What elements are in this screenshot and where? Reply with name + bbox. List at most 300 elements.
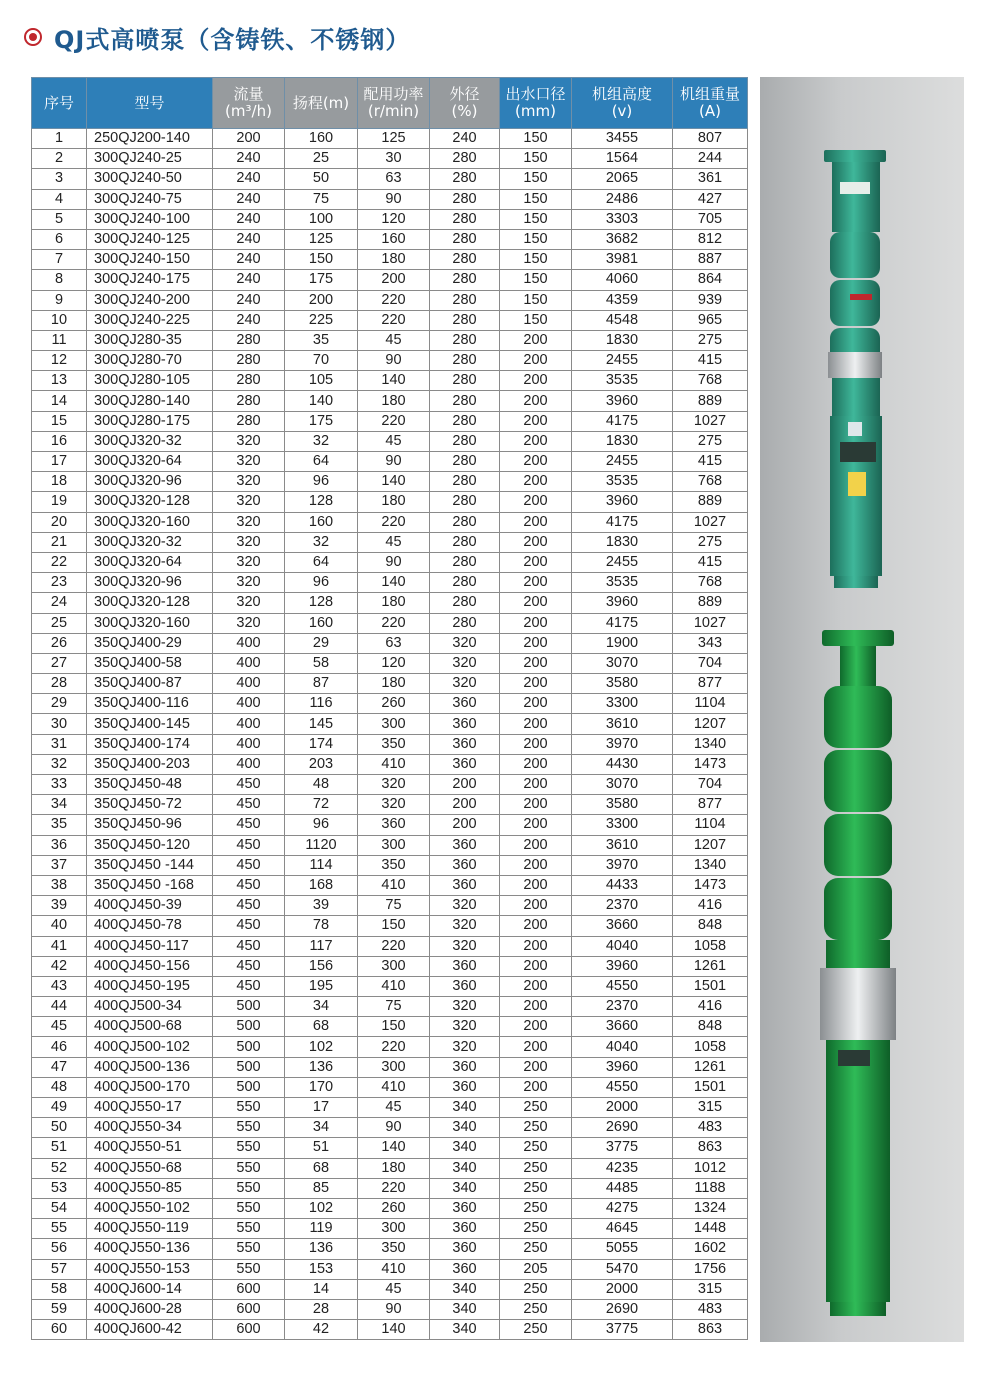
table-cell: 3960 bbox=[572, 593, 673, 613]
table-cell: 280 bbox=[430, 290, 500, 310]
table-cell: 2455 bbox=[572, 552, 673, 572]
table-cell: 150 bbox=[500, 310, 572, 330]
table-cell: 180 bbox=[358, 250, 430, 270]
table-cell: 4175 bbox=[572, 512, 673, 532]
table-cell: 39 bbox=[32, 896, 87, 916]
table-cell: 54 bbox=[32, 1198, 87, 1218]
table-cell: 704 bbox=[673, 775, 748, 795]
table-cell: 400QJ500-68 bbox=[87, 1017, 213, 1037]
table-cell: 400QJ450-195 bbox=[87, 976, 213, 996]
table-row bbox=[32, 270, 748, 290]
table-cell: 1188 bbox=[673, 1178, 748, 1198]
table-cell: 550 bbox=[213, 1259, 285, 1279]
table-row bbox=[32, 209, 748, 229]
table-cell: 250 bbox=[500, 1138, 572, 1158]
table-cell: 200 bbox=[500, 633, 572, 653]
table-cell: 19 bbox=[32, 492, 87, 512]
table-row bbox=[32, 472, 748, 492]
table-cell: 5 bbox=[32, 209, 87, 229]
table-cell: 250 bbox=[500, 1178, 572, 1198]
table-row bbox=[32, 330, 748, 350]
table-cell: 450 bbox=[213, 795, 285, 815]
table-cell: 300 bbox=[358, 1057, 430, 1077]
table-cell: 14 bbox=[32, 391, 87, 411]
table-cell: 340 bbox=[430, 1098, 500, 1118]
table-cell: 17 bbox=[285, 1098, 358, 1118]
table-cell: 58 bbox=[32, 1279, 87, 1299]
table-row bbox=[32, 431, 748, 451]
table-cell: 180 bbox=[358, 1158, 430, 1178]
table-cell: 2690 bbox=[572, 1299, 673, 1319]
table-cell: 4548 bbox=[572, 310, 673, 330]
table-cell: 200 bbox=[500, 997, 572, 1017]
table-cell: 415 bbox=[673, 452, 748, 472]
table-cell: 3580 bbox=[572, 795, 673, 815]
table-header-row bbox=[32, 78, 748, 129]
table-cell: 550 bbox=[213, 1158, 285, 1178]
table-cell: 350QJ450-72 bbox=[87, 795, 213, 815]
table-cell: 59 bbox=[32, 1299, 87, 1319]
table-cell: 350QJ400-87 bbox=[87, 674, 213, 694]
table-cell: 400QJ550-68 bbox=[87, 1158, 213, 1178]
table-cell: 7 bbox=[32, 250, 87, 270]
table-row bbox=[32, 351, 748, 371]
table-cell: 280 bbox=[430, 229, 500, 249]
table-cell: 3775 bbox=[572, 1138, 673, 1158]
table-row bbox=[32, 512, 748, 532]
table-cell: 400 bbox=[213, 653, 285, 673]
header-cell: 型号 bbox=[87, 78, 213, 129]
table-cell: 450 bbox=[213, 775, 285, 795]
table-cell: 150 bbox=[358, 1017, 430, 1037]
table-cell: 320 bbox=[213, 452, 285, 472]
table-cell: 200 bbox=[500, 411, 572, 431]
table-cell: 416 bbox=[673, 997, 748, 1017]
table-cell: 51 bbox=[32, 1138, 87, 1158]
table-cell: 360 bbox=[430, 1077, 500, 1097]
table-cell: 350QJ400-29 bbox=[87, 633, 213, 653]
table-cell: 63 bbox=[358, 633, 430, 653]
table-cell: 45 bbox=[358, 532, 430, 552]
table-cell: 53 bbox=[32, 1178, 87, 1198]
table-cell: 3300 bbox=[572, 815, 673, 835]
table-cell: 340 bbox=[430, 1320, 500, 1340]
table-cell: 450 bbox=[213, 896, 285, 916]
table-cell: 4550 bbox=[572, 1077, 673, 1097]
table-cell: 200 bbox=[500, 1077, 572, 1097]
table-row bbox=[32, 997, 748, 1017]
table-row bbox=[32, 149, 748, 169]
table-cell: 140 bbox=[358, 573, 430, 593]
table-cell: 350 bbox=[358, 855, 430, 875]
table-cell: 300QJ320-32 bbox=[87, 532, 213, 552]
table-cell: 400QJ550-51 bbox=[87, 1138, 213, 1158]
table-row bbox=[32, 1138, 748, 1158]
table-cell: 360 bbox=[430, 1057, 500, 1077]
table-cell: 483 bbox=[673, 1299, 748, 1319]
table-cell: 4175 bbox=[572, 613, 673, 633]
table-cell: 4430 bbox=[572, 754, 673, 774]
table-cell: 360 bbox=[358, 815, 430, 835]
table-cell: 340 bbox=[430, 1178, 500, 1198]
table-cell: 280 bbox=[213, 371, 285, 391]
submersible-pump-teal-image bbox=[824, 150, 886, 588]
table-cell: 3610 bbox=[572, 835, 673, 855]
table-cell: 42 bbox=[32, 956, 87, 976]
table-cell: 240 bbox=[213, 250, 285, 270]
table-cell: 400 bbox=[213, 674, 285, 694]
table-cell: 360 bbox=[430, 754, 500, 774]
table-cell: 10 bbox=[32, 310, 87, 330]
table-row bbox=[32, 169, 748, 189]
table-cell: 96 bbox=[285, 472, 358, 492]
table-cell: 11 bbox=[32, 330, 87, 350]
table-cell: 240 bbox=[213, 149, 285, 169]
table-cell: 965 bbox=[673, 310, 748, 330]
table-row bbox=[32, 1098, 748, 1118]
table-cell: 600 bbox=[213, 1299, 285, 1319]
table-cell: 200 bbox=[500, 351, 572, 371]
table-cell: 360 bbox=[430, 1198, 500, 1218]
table-cell: 52 bbox=[32, 1158, 87, 1178]
table-cell: 175 bbox=[285, 270, 358, 290]
table-cell: 4040 bbox=[572, 936, 673, 956]
table-cell: 50 bbox=[285, 169, 358, 189]
table-cell: 250QJ200-140 bbox=[87, 129, 213, 149]
table-cell: 140 bbox=[358, 472, 430, 492]
table-row bbox=[32, 1320, 748, 1340]
table-cell: 4040 bbox=[572, 1037, 673, 1057]
table-cell: 114 bbox=[285, 855, 358, 875]
table-cell: 400QJ550-119 bbox=[87, 1219, 213, 1239]
table-cell: 400 bbox=[213, 694, 285, 714]
header-cell: 配用功率 (r/min) bbox=[358, 78, 430, 129]
table-cell: 27 bbox=[32, 653, 87, 673]
table-cell: 150 bbox=[500, 290, 572, 310]
table-cell: 200 bbox=[430, 815, 500, 835]
table-cell: 1104 bbox=[673, 694, 748, 714]
table-cell: 450 bbox=[213, 855, 285, 875]
table-cell: 400QJ550-102 bbox=[87, 1198, 213, 1218]
table-cell: 200 bbox=[500, 835, 572, 855]
table-cell: 483 bbox=[673, 1118, 748, 1138]
table-cell: 46 bbox=[32, 1037, 87, 1057]
table-cell: 200 bbox=[430, 795, 500, 815]
table-cell: 3303 bbox=[572, 209, 673, 229]
table-cell: 939 bbox=[673, 290, 748, 310]
table-cell: 864 bbox=[673, 270, 748, 290]
table-cell: 1900 bbox=[572, 633, 673, 653]
table-cell: 244 bbox=[673, 149, 748, 169]
table-cell: 340 bbox=[430, 1299, 500, 1319]
table-cell: 51 bbox=[285, 1138, 358, 1158]
table-cell: 200 bbox=[500, 855, 572, 875]
table-cell: 105 bbox=[285, 371, 358, 391]
table-cell: 500 bbox=[213, 1037, 285, 1057]
table-cell: 320 bbox=[213, 512, 285, 532]
table-cell: 1027 bbox=[673, 613, 748, 633]
table-cell: 340 bbox=[430, 1279, 500, 1299]
table-cell: 550 bbox=[213, 1239, 285, 1259]
table-cell: 200 bbox=[500, 674, 572, 694]
table-cell: 17 bbox=[32, 452, 87, 472]
table-cell: 350QJ400-116 bbox=[87, 694, 213, 714]
table-cell: 18 bbox=[32, 472, 87, 492]
table-cell: 1 bbox=[32, 129, 87, 149]
table-row bbox=[32, 1158, 748, 1178]
table-cell: 300QJ240-150 bbox=[87, 250, 213, 270]
table-cell: 260 bbox=[358, 694, 430, 714]
table-cell: 3 bbox=[32, 169, 87, 189]
table-cell: 200 bbox=[500, 815, 572, 835]
table-cell: 5055 bbox=[572, 1239, 673, 1259]
table-cell: 136 bbox=[285, 1239, 358, 1259]
table-cell: 1564 bbox=[572, 149, 673, 169]
table-cell: 400QJ550-34 bbox=[87, 1118, 213, 1138]
table-cell: 16 bbox=[32, 431, 87, 451]
table-cell: 160 bbox=[285, 512, 358, 532]
table-row bbox=[32, 734, 748, 754]
table-cell: 275 bbox=[673, 330, 748, 350]
table-row bbox=[32, 1017, 748, 1037]
table-cell: 45 bbox=[358, 431, 430, 451]
table-row bbox=[32, 391, 748, 411]
table-cell: 3455 bbox=[572, 129, 673, 149]
table-cell: 29 bbox=[32, 694, 87, 714]
table-cell: 400QJ500-102 bbox=[87, 1037, 213, 1057]
submersible-pump-green-image bbox=[820, 630, 896, 1316]
table-cell: 340 bbox=[430, 1158, 500, 1178]
table-cell: 300QJ280-140 bbox=[87, 391, 213, 411]
table-cell: 1340 bbox=[673, 855, 748, 875]
table-cell: 300QJ240-25 bbox=[87, 149, 213, 169]
table-cell: 300QJ280-175 bbox=[87, 411, 213, 431]
table-cell: 200 bbox=[500, 653, 572, 673]
table-cell: 203 bbox=[285, 754, 358, 774]
table-cell: 275 bbox=[673, 431, 748, 451]
table-cell: 180 bbox=[358, 593, 430, 613]
table-cell: 300QJ320-160 bbox=[87, 512, 213, 532]
table-cell: 600 bbox=[213, 1279, 285, 1299]
table-cell: 56 bbox=[32, 1239, 87, 1259]
product-photo-panel bbox=[760, 77, 964, 1342]
table-cell: 2065 bbox=[572, 169, 673, 189]
table-cell: 360 bbox=[430, 714, 500, 734]
table-cell: 550 bbox=[213, 1098, 285, 1118]
table-row bbox=[32, 855, 748, 875]
table-cell: 20 bbox=[32, 512, 87, 532]
table-cell: 1120 bbox=[285, 835, 358, 855]
table-cell: 300 bbox=[358, 956, 430, 976]
table-cell: 35 bbox=[32, 815, 87, 835]
table-cell: 400QJ600-14 bbox=[87, 1279, 213, 1299]
table-cell: 600 bbox=[213, 1320, 285, 1340]
table-cell: 45 bbox=[358, 1098, 430, 1118]
table-cell: 34 bbox=[32, 795, 87, 815]
table-row bbox=[32, 492, 748, 512]
table-cell: 57 bbox=[32, 1259, 87, 1279]
table-cell: 1473 bbox=[673, 875, 748, 895]
table-cell: 889 bbox=[673, 391, 748, 411]
table-cell: 3960 bbox=[572, 956, 673, 976]
table-cell: 500 bbox=[213, 997, 285, 1017]
table-cell: 220 bbox=[358, 1037, 430, 1057]
table-cell: 250 bbox=[500, 1320, 572, 1340]
table-row bbox=[32, 633, 748, 653]
table-row bbox=[32, 552, 748, 572]
table-cell: 175 bbox=[285, 411, 358, 431]
table-cell: 400QJ550-17 bbox=[87, 1098, 213, 1118]
table-row bbox=[32, 1118, 748, 1138]
table-cell: 117 bbox=[285, 936, 358, 956]
table-cell: 1340 bbox=[673, 734, 748, 754]
table-cell: 400QJ500-136 bbox=[87, 1057, 213, 1077]
table-cell: 180 bbox=[358, 674, 430, 694]
table-cell: 44 bbox=[32, 997, 87, 1017]
table-cell: 400QJ600-42 bbox=[87, 1320, 213, 1340]
table-cell: 863 bbox=[673, 1320, 748, 1340]
table-cell: 240 bbox=[430, 129, 500, 149]
table-cell: 450 bbox=[213, 916, 285, 936]
table-cell: 3970 bbox=[572, 734, 673, 754]
table-cell: 200 bbox=[500, 956, 572, 976]
table-cell: 200 bbox=[500, 714, 572, 734]
table-cell: 200 bbox=[500, 532, 572, 552]
table-cell: 360 bbox=[430, 976, 500, 996]
table-cell: 360 bbox=[430, 1219, 500, 1239]
table-cell: 320 bbox=[430, 936, 500, 956]
table-cell: 280 bbox=[430, 391, 500, 411]
table-cell: 350QJ450-120 bbox=[87, 835, 213, 855]
table-cell: 350QJ400-58 bbox=[87, 653, 213, 673]
table-row bbox=[32, 835, 748, 855]
table-cell: 320 bbox=[430, 916, 500, 936]
table-cell: 240 bbox=[213, 290, 285, 310]
table-cell: 200 bbox=[500, 573, 572, 593]
table-cell: 300QJ240-50 bbox=[87, 169, 213, 189]
table-cell: 361 bbox=[673, 169, 748, 189]
table-cell: 400 bbox=[213, 633, 285, 653]
table-cell: 400QJ550-85 bbox=[87, 1178, 213, 1198]
table-cell: 225 bbox=[285, 310, 358, 330]
table-cell: 240 bbox=[213, 189, 285, 209]
table-row bbox=[32, 956, 748, 976]
table-cell: 47 bbox=[32, 1057, 87, 1077]
table-cell: 887 bbox=[673, 250, 748, 270]
table-cell: 360 bbox=[430, 956, 500, 976]
table-cell: 280 bbox=[430, 250, 500, 270]
table-cell: 4359 bbox=[572, 290, 673, 310]
table-cell: 200 bbox=[285, 290, 358, 310]
table-cell: 300QJ240-225 bbox=[87, 310, 213, 330]
table-cell: 400QJ550-153 bbox=[87, 1259, 213, 1279]
table-cell: 128 bbox=[285, 593, 358, 613]
table-cell: 3535 bbox=[572, 472, 673, 492]
table-cell: 280 bbox=[213, 411, 285, 431]
table-cell: 4485 bbox=[572, 1178, 673, 1198]
table-cell: 49 bbox=[32, 1098, 87, 1118]
table-cell: 320 bbox=[213, 472, 285, 492]
table-cell: 300QJ280-70 bbox=[87, 351, 213, 371]
table-cell: 15 bbox=[32, 411, 87, 431]
table-cell: 340 bbox=[430, 1138, 500, 1158]
table-cell: 14 bbox=[285, 1279, 358, 1299]
table-cell: 280 bbox=[213, 391, 285, 411]
table-row bbox=[32, 1259, 748, 1279]
table-cell: 64 bbox=[285, 552, 358, 572]
table-cell: 125 bbox=[285, 229, 358, 249]
table-row bbox=[32, 532, 748, 552]
table-cell: 280 bbox=[430, 310, 500, 330]
table-cell: 1830 bbox=[572, 532, 673, 552]
table-cell: 4645 bbox=[572, 1219, 673, 1239]
table-cell: 280 bbox=[430, 189, 500, 209]
table-cell: 415 bbox=[673, 351, 748, 371]
table-cell: 100 bbox=[285, 209, 358, 229]
table-cell: 200 bbox=[500, 330, 572, 350]
table-cell: 705 bbox=[673, 209, 748, 229]
table-cell: 200 bbox=[500, 472, 572, 492]
table-cell: 360 bbox=[430, 855, 500, 875]
table-cell: 280 bbox=[430, 532, 500, 552]
table-cell: 3775 bbox=[572, 1320, 673, 1340]
table-cell: 22 bbox=[32, 552, 87, 572]
table-cell: 75 bbox=[285, 189, 358, 209]
table-cell: 220 bbox=[358, 613, 430, 633]
table-cell: 200 bbox=[500, 512, 572, 532]
table-cell: 320 bbox=[213, 492, 285, 512]
table-cell: 450 bbox=[213, 976, 285, 996]
table-row bbox=[32, 875, 748, 895]
table-cell: 2 bbox=[32, 149, 87, 169]
table-cell: 3960 bbox=[572, 391, 673, 411]
table-cell: 350QJ400-145 bbox=[87, 714, 213, 734]
table-cell: 360 bbox=[430, 1239, 500, 1259]
table-cell: 75 bbox=[358, 997, 430, 1017]
table-cell: 260 bbox=[358, 1198, 430, 1218]
table-cell: 1207 bbox=[673, 714, 748, 734]
table-row bbox=[32, 250, 748, 270]
table-cell: 350 bbox=[358, 1239, 430, 1259]
table-cell: 120 bbox=[358, 653, 430, 673]
table-cell: 8 bbox=[32, 270, 87, 290]
table-cell: 1012 bbox=[673, 1158, 748, 1178]
table-cell: 280 bbox=[430, 149, 500, 169]
table-cell: 200 bbox=[358, 270, 430, 290]
table-cell: 220 bbox=[358, 1178, 430, 1198]
table-row bbox=[32, 1239, 748, 1259]
table-cell: 315 bbox=[673, 1098, 748, 1118]
table-cell: 1448 bbox=[673, 1219, 748, 1239]
table-cell: 220 bbox=[358, 936, 430, 956]
table-row bbox=[32, 573, 748, 593]
table-row bbox=[32, 229, 748, 249]
table-cell: 240 bbox=[213, 229, 285, 249]
table-cell: 300QJ280-35 bbox=[87, 330, 213, 350]
table-cell: 2000 bbox=[572, 1279, 673, 1299]
table-cell: 550 bbox=[213, 1219, 285, 1239]
table-cell: 300QJ240-200 bbox=[87, 290, 213, 310]
table-cell: 85 bbox=[285, 1178, 358, 1198]
table-cell: 64 bbox=[285, 452, 358, 472]
table-cell: 34 bbox=[285, 997, 358, 1017]
table-cell: 360 bbox=[430, 835, 500, 855]
table-cell: 96 bbox=[285, 573, 358, 593]
table-cell: 415 bbox=[673, 552, 748, 572]
table-cell: 450 bbox=[213, 835, 285, 855]
table-cell: 200 bbox=[500, 775, 572, 795]
table-cell: 240 bbox=[213, 169, 285, 189]
